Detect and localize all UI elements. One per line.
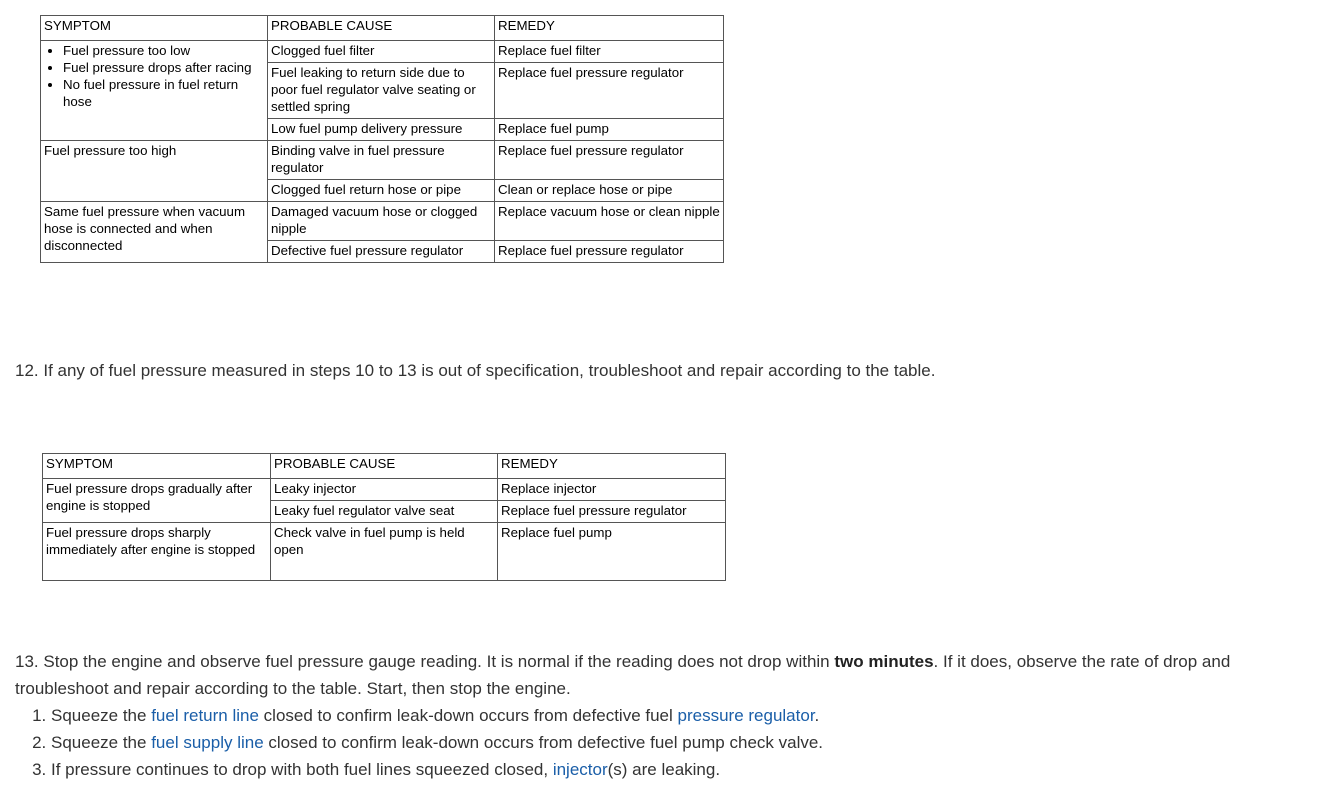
header-symptom: SYMPTOM bbox=[43, 454, 271, 479]
header-symptom: SYMPTOM bbox=[41, 16, 268, 41]
cause-cell: Fuel leaking to return side due to poor fuel regulator valve seating or settled spring bbox=[268, 63, 495, 119]
header-remedy: REMEDY bbox=[498, 454, 726, 479]
symptom-bullet: • Fuel pressure drops after racing bbox=[63, 59, 264, 76]
symptom-cell: Fuel pressure too high bbox=[41, 141, 268, 202]
injector-link[interactable]: injector bbox=[552, 760, 608, 779]
cause-cell: Defective fuel pressure regulator bbox=[268, 241, 495, 263]
fuel-pressure-troubleshooting-table bbox=[40, 15, 724, 263]
header-cause: PROBABLE CAUSE bbox=[271, 454, 498, 479]
step-12-text: 12. If any of fuel pressure measured in steps 10 to 13 is out of specification, troubleshoot and repair according to the table. bbox=[15, 361, 936, 380]
remedy-cell: Replace vacuum hose or clean nipple bbox=[495, 202, 724, 241]
remedy-cell: Replace fuel pump bbox=[495, 119, 724, 141]
substep: 3. If pressure continues to drop with both fuel lines squeezed closed, injector(s) are leaking. bbox=[51, 756, 1315, 783]
step-13-text: 13. Stop the engine and observe fuel pressure gauge reading. It is normal if the reading does not drop within two minutes. If it does, observe the rate of drop and troubleshoot and repair according to the table. Start, then stop the engine. bbox=[15, 652, 1231, 698]
pressure-regulator-link[interactable]: pressure regulator bbox=[677, 706, 815, 725]
table-header-row bbox=[43, 454, 726, 479]
cause-cell: Check valve in fuel pump is held open bbox=[271, 523, 498, 581]
cause-cell: Low fuel pump delivery pressure bbox=[268, 119, 495, 141]
symptom-cell: Fuel pressure drops sharply immediately after engine is stopped bbox=[43, 523, 271, 581]
cause-cell: Leaky fuel regulator valve seat bbox=[271, 501, 498, 523]
symptom-bullet: • No fuel pressure in fuel return hose bbox=[63, 76, 264, 110]
symptom-cell: Same fuel pressure when vacuum hose is connected and when disconnected bbox=[41, 202, 268, 263]
cause-cell: Leaky injector bbox=[271, 479, 498, 501]
step-13 bbox=[15, 648, 1315, 783]
table-header-row bbox=[41, 16, 724, 41]
cause-cell: Clogged fuel return hose or pipe bbox=[268, 180, 495, 202]
substep: 2. Squeeze the fuel supply line closed to confirm leak-down occurs from defective fuel pump check valve. bbox=[51, 729, 1315, 756]
fuel-return-line-link[interactable]: fuel return line bbox=[151, 706, 259, 725]
header-remedy: REMEDY bbox=[495, 16, 724, 41]
cause-cell: Clogged fuel filter bbox=[268, 41, 495, 63]
substeps-list bbox=[15, 702, 1315, 783]
remedy-cell: Clean or replace hose or pipe bbox=[495, 180, 724, 202]
table-row bbox=[41, 41, 724, 63]
remedy-cell: Replace fuel pressure regulator bbox=[495, 63, 724, 119]
leak-down-troubleshooting-table bbox=[42, 453, 726, 581]
table-row bbox=[41, 202, 724, 241]
table-row bbox=[43, 523, 726, 581]
remedy-cell: Replace injector bbox=[498, 479, 726, 501]
remedy-cell: Replace fuel filter bbox=[495, 41, 724, 63]
cause-cell: Binding valve in fuel pressure regulator bbox=[268, 141, 495, 180]
table-row bbox=[43, 479, 726, 501]
remedy-cell: Replace fuel pressure regulator bbox=[495, 141, 724, 180]
remedy-cell: Replace fuel pump bbox=[498, 523, 726, 581]
remedy-cell: Replace fuel pressure regulator bbox=[498, 501, 726, 523]
bold-duration: two minutes bbox=[834, 652, 934, 671]
substep: 1. Squeeze the fuel return line closed to confirm leak-down occurs from defective fuel pressure regulator. bbox=[51, 702, 1315, 729]
fuel-supply-line-link[interactable]: fuel supply line bbox=[151, 733, 264, 752]
symptom-bullet: • Fuel pressure too low bbox=[63, 42, 264, 59]
table-row bbox=[41, 141, 724, 180]
symptom-cell bbox=[41, 41, 268, 141]
header-cause: PROBABLE CAUSE bbox=[268, 16, 495, 41]
remedy-cell: Replace fuel pressure regulator bbox=[495, 241, 724, 263]
cause-cell: Damaged vacuum hose or clogged nipple bbox=[268, 202, 495, 241]
symptom-cell: Fuel pressure drops gradually after engine is stopped bbox=[43, 479, 271, 523]
